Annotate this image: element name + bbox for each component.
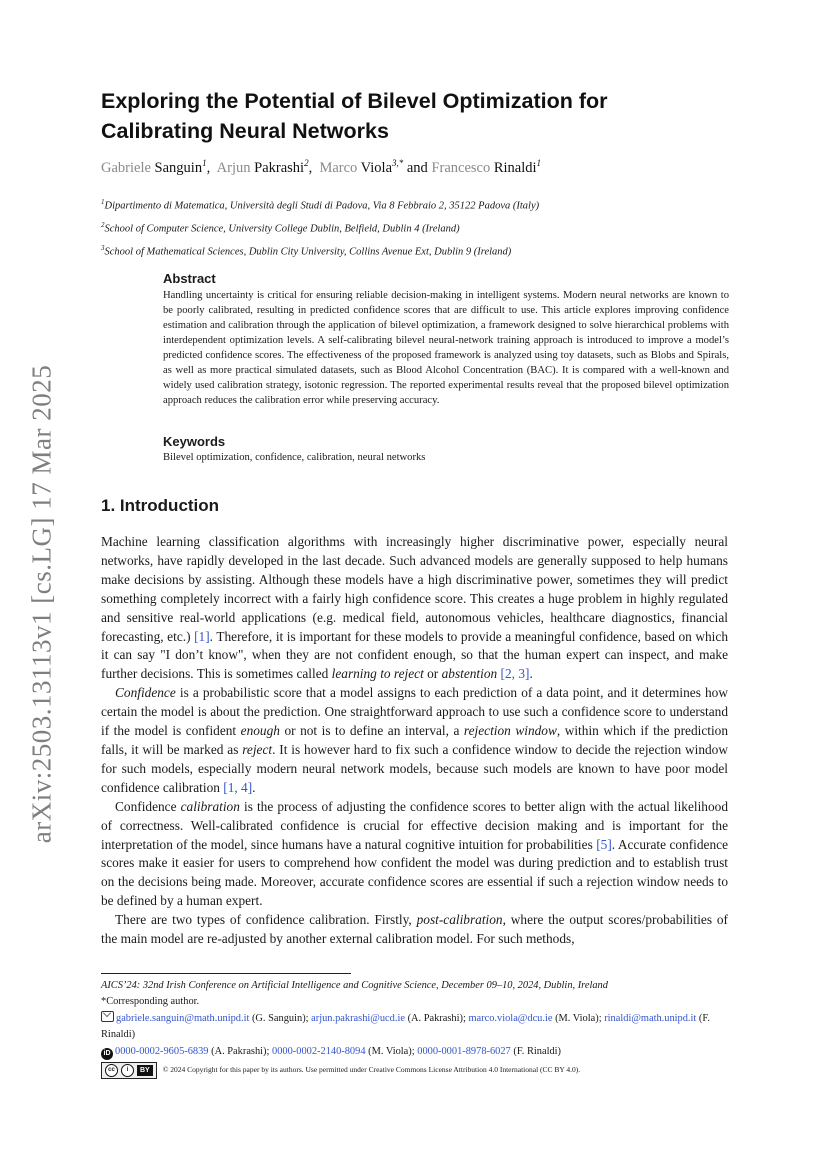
license-text: © 2024 Copyright for this paper by its authors. Use permitted under Creative Commons License Attribution 4.0 International (CC BY 4.0).	[162, 1065, 581, 1075]
footnotes	[101, 978, 728, 1079]
footnote-divider	[101, 973, 351, 974]
paragraph: Confidence is a probabilistic score that a model assigns to each prediction of a data point, and it determines how certain the model is about the prediction. One straightforward approach to use such a confidence score to understand if the model is confident enough or not is to define an interval, a rejection window, within which if the prediction falls, it will be marked as reject. It is however hard to fix such a confidence window to decide the rejection window for such models, especially modern neural network models, because such models are known to have poor model confidence calibration [1, 4].	[101, 685, 729, 795]
paper-title: Exploring the Potential of Bilevel Optimization for Calibrating Neural Networks	[101, 89, 608, 143]
citation-link[interactable]: [1, 4]	[223, 779, 253, 795]
creative-commons-badge-icon: cc i BY	[101, 1062, 157, 1079]
authors-conjunction: and	[406, 159, 428, 176]
author: Marco Viola$^{3,*}$	[319, 158, 404, 176]
orcid-link[interactable]: 0000-0002-2140-8094	[272, 1045, 366, 1057]
conference-note: AICS’24: 32nd Irish Conference on Artificial Intelligence and Cognitive Science, December 09–10, 2024, Dublin, Ireland	[101, 980, 608, 991]
keywords-text: Bilevel optimization, confidence, calibration, neural networks	[163, 452, 426, 463]
citation-link[interactable]: [5]	[596, 836, 612, 852]
affiliation: $^2$School of Computer Science, University College Dublin, Belfield, Dublin 4 (Ireland)	[101, 221, 460, 235]
citation-link[interactable]: [2, 3]	[500, 666, 530, 682]
paragraph: Machine learning classification algorithms with increasingly higher discriminative power, especially neural networks, have rapidly developed in the last decade. Such advanced models are generally supposed to help humans make decisions by assisting. Although these models have a high discriminative power, sometimes they will predict something completely incorrect with a fairly high confidence score. This creates a huge problem in highly regulated and sensitive real-world applications (e.g. medical field, autonomous vehicles, healthcare diagnostics, financial forecasting, etc.) [1]. Therefore, it is important for these models to provide a meaningful confidence, based on which it can say "I don’t know", when they are not confident enough, so that the human expert can inspect, and make further decisions. This is sometimes called learning to reject or abstention [2, 3].	[101, 534, 728, 682]
introduction-body	[101, 533, 728, 949]
affiliation: $^1$Dipartimento di Matematica, Università degli Studi di Padova, Via 8 Febbraio 2, 35122 Padova (Italy)	[101, 198, 540, 212]
author-list: Gabriele Sanguin$^1$, Arjun Pakrashi$^2$, Marco Viola$^{3,*}$ and Francesco Rinaldi$^1$	[101, 158, 542, 176]
corresponding-author-note: *Corresponding author.	[101, 996, 200, 1008]
paragraph: Confidence calibration is the process of adjusting the confidence scores to better align with the actual likelihood of correctness. Well-calibrated confidence is crucial for effective decision making and is important for the interpretation of the model, since humans have a natural cognitive intuition for probabilities [5]. Accurate confidence scores make it easier for users to comprehend how confident the model was during prediction and to establish trust on the decisions being made. Moreover, accurate confidence scores are essential if such a rejection window needs to be defined by a human expert.	[101, 798, 728, 909]
email-link[interactable]: arjun.pakrashi@ucd.ie	[311, 1012, 405, 1024]
abstract-heading: Abstract	[163, 271, 216, 286]
orcid-link[interactable]: 0000-0001-8978-6027	[417, 1045, 511, 1057]
arxiv-identifier-stamp: arXiv:2503.13113v1 [cs.LG] 17 Mar 2025	[26, 364, 57, 844]
keywords-section	[163, 434, 729, 463]
keywords-heading: Keywords	[163, 434, 226, 449]
affiliation: $^3$School of Mathematical Sciences, Dublin City University, Collins Avenue Ext, Dublin 9 (Ireland)	[101, 244, 512, 258]
email-link[interactable]: gabriele.sanguin@math.unipd.it	[116, 1012, 250, 1024]
paragraph: There are two types of confidence calibration. Firstly, post-calibration, where the output scores/probabilities of the main model are re-adjusted by another external calibration model. For such methods,	[101, 912, 728, 947]
author: Arjun Pakrashi$^2$	[216, 158, 309, 176]
orcid-icon: iD	[101, 1048, 113, 1060]
citation-link[interactable]: [1]	[194, 628, 210, 644]
abstract-text: Handling uncertainty is critical for ensuring reliable decision-making in intelligent systems. Modern neural networks are known to be poorly calibrated, resulting in predicted confidence scores that are difficult to use. This article explores improving confidence estimation and calibration through the application of bilevel optimization, a framework designed to solve hierarchical problems with interdependent optimization levels. A self-calibrating bilevel neural-network training approach is introduced to improve a model’s predicted confidence scores. The effectiveness of the proposed framework is analyzed using toy datasets, such as Blobs and Spirals, as well as more practical simulated datasets, such as Blood Alcohol Concentration (BAC). It is compared with a well-known and widely used calibration strategy, isotonic regression. The reported experimental results reveal that the proposed bilevel optimization approach reduces the calibration error while preserving accuracy.	[163, 290, 729, 407]
email-list: gabriele.sanguin@math.unipd.it (G. Sanguin); arjun.pakrashi@ucd.ie (A. Pakrashi); marco.viola@dcu.ie (M. Viola); rinaldi@math.unipd.it (F. Rinaldi)	[101, 1012, 710, 1041]
abstract-section	[163, 271, 729, 408]
section-heading-introduction: 1. Introduction	[101, 496, 220, 515]
license-row	[101, 1062, 728, 1079]
author: Francesco Rinaldi$^1$	[431, 158, 542, 176]
affiliation-list	[101, 193, 539, 262]
orcid-list: iD 0000-0002-9605-6839 (A. Pakrashi); 0000-0002-2140-8094 (M. Viola); 0000-0001-8978-6027 (F. Rinaldi)	[101, 1044, 728, 1060]
email-link[interactable]: marco.viola@dcu.ie	[468, 1012, 553, 1024]
envelope-icon	[101, 1011, 114, 1022]
author: Gabriele Sanguin$^1$	[101, 158, 207, 176]
orcid-link[interactable]: 0000-0002-9605-6839	[115, 1045, 209, 1057]
email-link[interactable]: rinaldi@math.unipd.it	[604, 1012, 697, 1024]
